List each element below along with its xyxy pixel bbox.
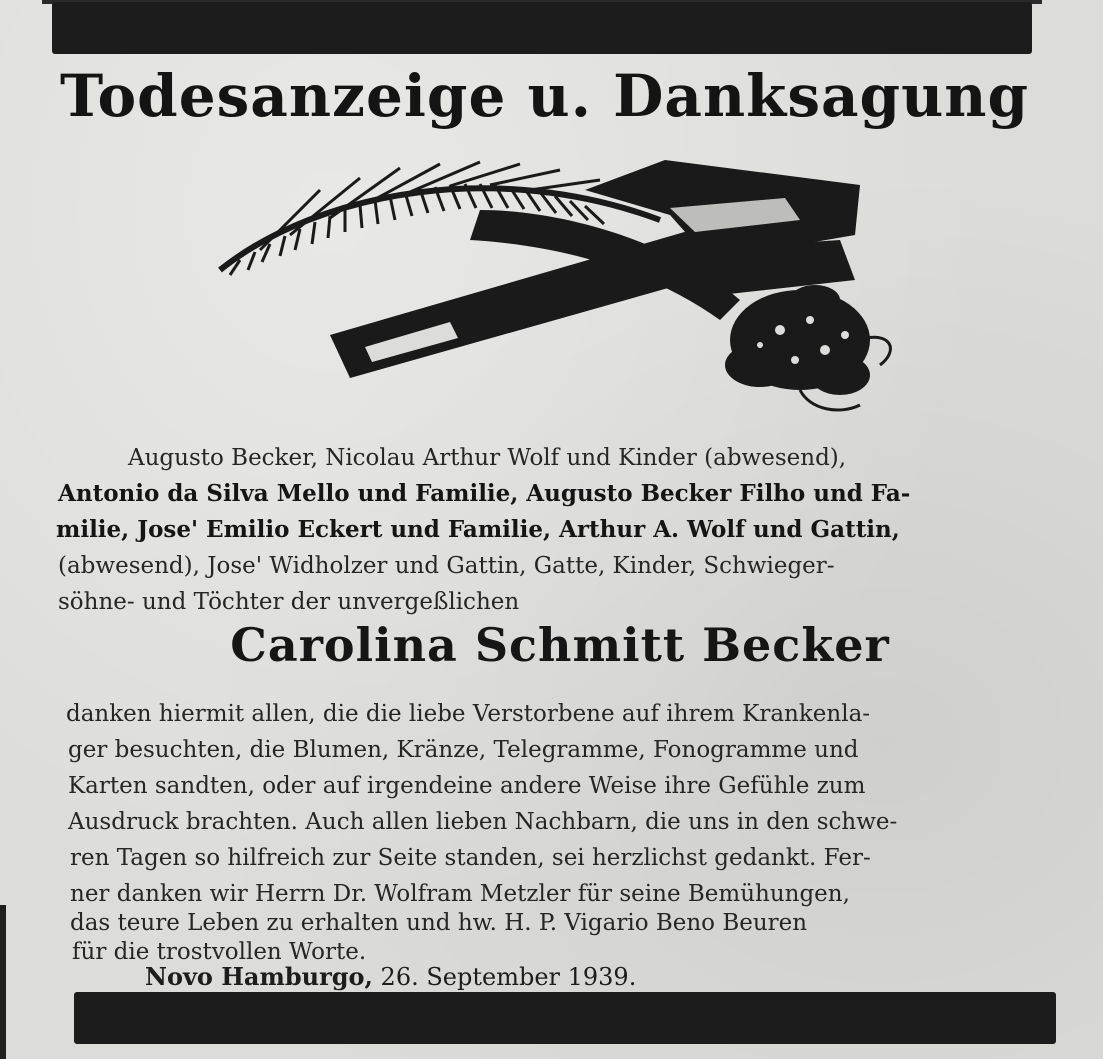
bottom-black-bar [74,992,1056,1044]
left-edge-mark [0,905,6,1059]
deceased-name: Carolina Schmitt Becker [230,618,890,672]
notice-title: Todesanzeige u. Danksagung [59,62,1030,130]
place: Novo Hamburgo, [145,962,373,991]
mourners-line-4: (abwesend), Jose' Widholzer und Gattin, Gatte, Kinder, Schwieger- [58,553,835,579]
thanks-line-4: Ausdruck brachten. Auch allen lieben Nachbarn, die uns in den schwe- [68,809,898,835]
thanks-line-8: für die trostvollen Worte. [72,939,367,965]
thanks-line-5: ren Tagen so hilfreich zur Seite standen, sei herzlichst gedankt. Fer- [70,845,871,871]
thanks-line-6: ner danken wir Herrn Dr. Wolfram Metzler für seine Bemühungen, [70,881,850,907]
thanks-line-2: ger besuchten, die Blumen, Kränze, Telegramme, Fonogramme und [68,737,859,763]
date: 26. September 1939. [380,963,637,991]
place-date-line [145,962,636,991]
thanks-line-1: danken hiermit allen, die die liebe Verstorbene auf ihrem Krankenla- [66,701,871,727]
top-black-bar [52,2,1032,54]
mourners-line-2: Antonio da Silva Mello und Familie, Augusto Becker Filho und Fa- [58,480,911,507]
thanks-line-7: das teure Leben zu erhalten und hw. H. P. Vigario Beno Beuren [70,910,808,936]
mourners-line-3: milie, Jose' Emilio Eckert und Familie, Arthur A. Wolf und Gattin, [56,516,900,543]
mourners-line-1: Augusto Becker, Nicolau Arthur Wolf und Kinder (abwesend), [128,445,847,471]
cross-with-palm-frond-and-flowers-icon [200,150,910,440]
mourners-line-5: söhne- und Töchter der unvergeßlichen [58,589,520,615]
thanks-line-3: Karten sandten, oder auf irgendeine andere Weise ihre Gefühle zum [68,773,866,799]
